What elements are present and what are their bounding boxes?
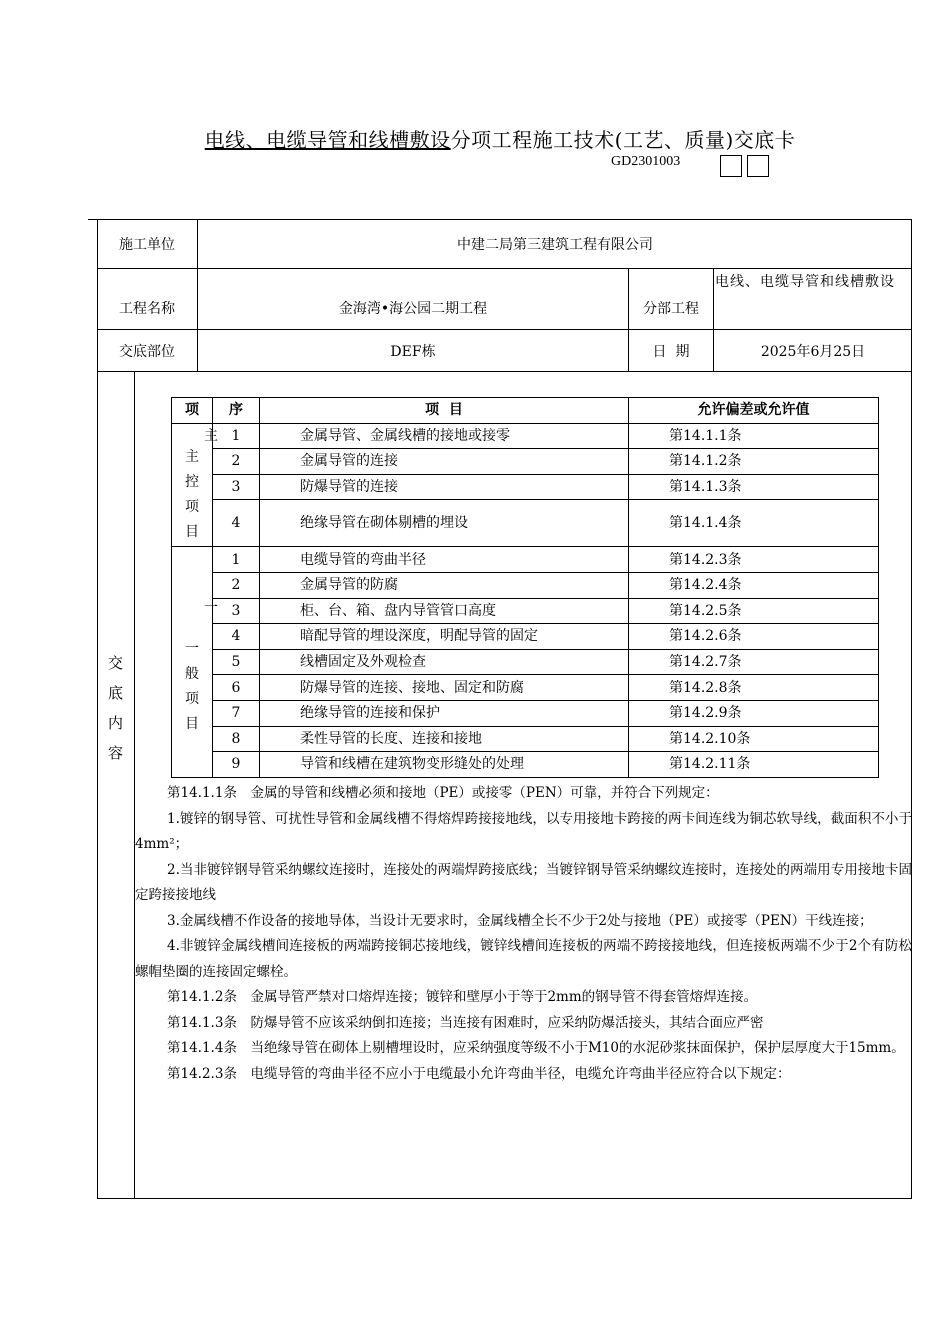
row-name: 导管和线槽在建筑物变形缝处的处理 — [260, 752, 629, 778]
row-no: 7 — [213, 700, 260, 726]
row-name: 绝缘导管的连接和保护 — [260, 700, 629, 726]
row-ref: 第14.2.9条 — [629, 700, 879, 726]
row-no: 3 — [213, 474, 260, 500]
page-title — [0, 124, 950, 153]
document-code: GD2301003 — [611, 154, 681, 169]
row-name: 金属导管的连接 — [260, 449, 629, 475]
header-no: 序 — [213, 398, 260, 424]
content-label-char: 交 — [107, 654, 123, 672]
row-no: 1 — [213, 423, 260, 449]
row-name: 电缆导管的弯曲半径 — [260, 547, 629, 573]
row-name: 柔性导管的长度、连接和接地 — [260, 726, 629, 752]
row-no: 3 — [213, 598, 260, 624]
table-row — [172, 675, 879, 701]
disclosure-content — [135, 781, 912, 1087]
group-label-char: 主 — [185, 448, 199, 465]
group-label-char: 目 — [185, 716, 199, 733]
general-group — [172, 547, 218, 777]
row-name: 线槽固定及外观检查 — [260, 649, 629, 675]
group-label-char: 项 — [185, 691, 199, 708]
row-no: 6 — [213, 675, 260, 701]
unit-label: 施工单位 — [119, 236, 175, 253]
paragraph: 第14.2.3条 电缆导管的弯曲半径不应小于电缆最小允许弯曲半径，电缆允许弯曲半径应符合以下规定： — [167, 1065, 791, 1082]
division-label: 分部工程 — [643, 301, 699, 317]
row-name: 金属导管、金属线槽的接地或接零 — [260, 423, 629, 449]
title-underlined: 电线、电缆导管和线槽敷设 — [204, 128, 451, 152]
row-no: 9 — [213, 752, 260, 778]
division-value: 电线、电缆导管和线槽敷设 — [715, 274, 895, 290]
row-name: 暗配导管的埋设深度，明配导管的固定 — [260, 624, 629, 650]
header-name: 项 目 — [260, 398, 629, 424]
content-label-char: 内 — [107, 714, 123, 732]
content-label-char: 底 — [107, 684, 123, 702]
title-rest: 分项工程施工技术(工艺、质量)交底卡 — [450, 128, 796, 152]
corner-mark — [88, 219, 97, 220]
table-row — [172, 726, 879, 752]
row-ref: 第14.2.6条 — [629, 624, 879, 650]
content-label-char: 容 — [107, 744, 123, 762]
unit-value: 中建二局第三建筑工程有限公司 — [457, 236, 653, 253]
row-no: 4 — [213, 624, 260, 650]
date-label: 日 期 — [652, 343, 690, 360]
paragraph: 1.镀锌的钢导管、可扰性导管和金属线槽不得熔焊跨接接地线，以专用接地卡跨接的两卡间连线为铜芯软导线，截面积不小于4mm²； — [135, 810, 912, 852]
table-row — [172, 500, 879, 547]
header-ref: 允许偏差或允许值 — [629, 398, 879, 424]
row-ref: 第14.1.3条 — [629, 474, 879, 500]
table-row — [172, 649, 879, 675]
paragraph: 4.非镀锌金属线槽间连接板的两端跨接铜芯接地线，镀锌线槽间连接板的两端不跨接接地线，但连接板两端不少于2个有防松螺帽垫圈的连接固定螺栓。 — [135, 938, 912, 980]
paragraph: 第14.1.1条 金属的导管和线槽必须和接地（PE）或接零（PEN）可靠，并符合下列规定： — [167, 785, 719, 801]
paragraph: 第14.1.3条 防爆导管不应该采纳倒扣连接；当连接有困难时，应采纳防爆活接头，其结合面应严密 — [167, 1014, 764, 1031]
main-control-group — [172, 423, 218, 547]
row-no: 2 — [213, 572, 260, 598]
paragraph: 第14.1.2条 金属导管严禁对口熔焊连接；镀锌和壁厚小于等于2mm的钢导管不得套管熔焊连接。 — [167, 989, 758, 1005]
table-row — [172, 752, 879, 778]
part-label: 交底部位 — [119, 343, 175, 360]
row-divider — [97, 371, 912, 372]
inspection-items-table — [171, 397, 879, 778]
row-ref: 第14.2.11条 — [629, 752, 879, 778]
group-stray-char: 一 — [204, 600, 218, 617]
table-row — [172, 700, 879, 726]
row-no: 8 — [213, 726, 260, 752]
group-stray-char: 主 — [204, 427, 218, 444]
row-no: 2 — [213, 449, 260, 475]
row-ref: 第14.2.4条 — [629, 572, 879, 598]
row-ref: 第14.2.10条 — [629, 726, 879, 752]
row-name: 防爆导管的连接 — [260, 474, 629, 500]
paragraph: 3.金属线槽不作设备的接地导体，当设计无要求时，金属线槽全长不少于2处与接地（PE）或接零（PEN）干线连接； — [167, 912, 873, 929]
project-label: 工程名称 — [119, 301, 175, 317]
checkbox-1[interactable] — [720, 155, 742, 177]
row-no: 4 — [213, 500, 260, 547]
group-label-char: 般 — [185, 666, 199, 683]
table-row — [172, 598, 879, 624]
table-row — [172, 547, 879, 573]
checkbox-2[interactable] — [747, 155, 769, 177]
row-name: 金属导管的防腐 — [260, 572, 629, 598]
row-ref: 第14.2.3条 — [629, 547, 879, 573]
part-value: DEF栋 — [390, 343, 436, 360]
table-row — [172, 423, 879, 449]
paragraph: 第14.1.4条 当绝缘导管在砌体上剔槽埋设时，应采纳强度等级不小于M10的水泥砂浆抹面保护，保护层厚度大于15mm。 — [167, 1040, 905, 1056]
table-header-row — [172, 398, 879, 424]
group-label-char: 控 — [185, 473, 199, 490]
group-label-char: 目 — [185, 523, 199, 540]
date-value: 2025年6月25日 — [760, 343, 866, 360]
table-row — [172, 449, 879, 475]
row-ref: 第14.2.8条 — [629, 675, 879, 701]
paragraph: 2.当非镀锌钢导管采纳螺纹连接时，连接处的两端焊跨接底线；当镀锌钢导管采纳螺纹连接时，连接处的两端用专用接地卡固定跨接接地线 — [135, 861, 912, 903]
row-ref: 第14.1.2条 — [629, 449, 879, 475]
row-name: 绝缘导管在砌体剔槽的埋设 — [260, 500, 629, 547]
group-label-char: 项 — [185, 498, 199, 515]
row-name: 防爆导管的连接、接地、固定和防腐 — [260, 675, 629, 701]
header-group: 项 — [172, 398, 213, 424]
table-row — [172, 474, 879, 500]
row-name: 柜、台、箱、盘内导管管口高度 — [260, 598, 629, 624]
project-value: 金海湾•海公园二期工程 — [338, 301, 488, 317]
group-label-char: 一 — [185, 641, 199, 658]
row-ref: 第14.1.1条 — [629, 423, 879, 449]
row-ref: 第14.2.5条 — [629, 598, 879, 624]
row-ref: 第14.1.4条 — [629, 500, 879, 547]
table-row — [172, 624, 879, 650]
row-no: 1 — [213, 547, 260, 573]
table-row — [172, 572, 879, 598]
row-ref: 第14.2.7条 — [629, 649, 879, 675]
row-no: 5 — [213, 649, 260, 675]
